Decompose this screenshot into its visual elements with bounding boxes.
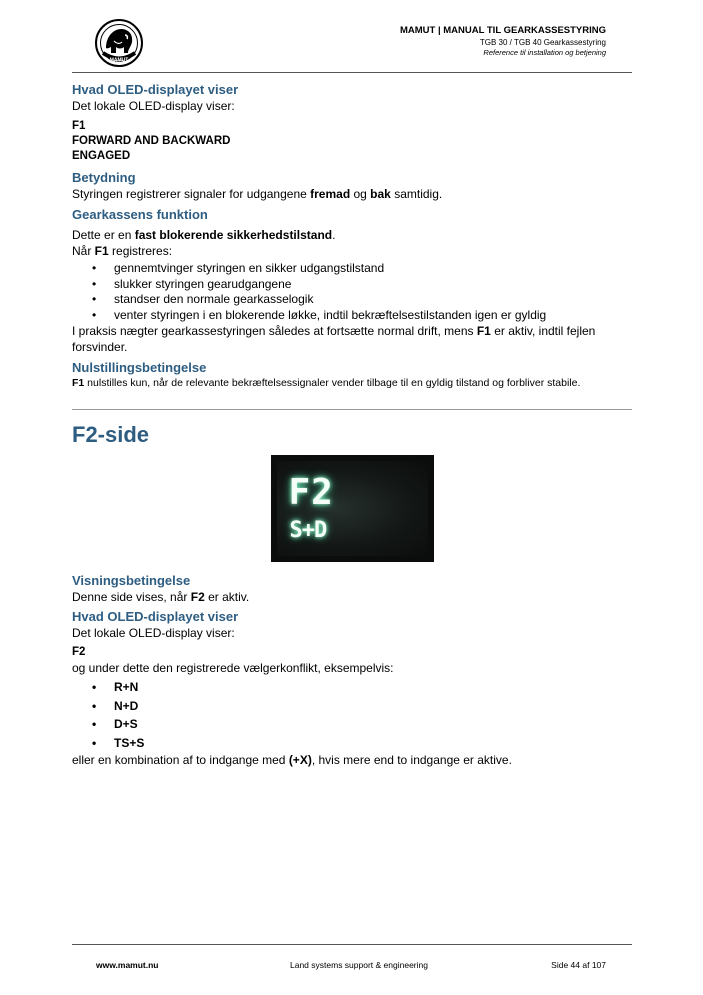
f1-function-heading: Gearkassens funktion	[72, 207, 208, 222]
page-header	[72, 18, 632, 72]
list-item: • D+S	[72, 715, 632, 734]
header-text	[400, 25, 606, 58]
footer-page-number: Side 44 af 107	[551, 960, 606, 970]
list-item: • standser den normale gearkasselogik	[72, 292, 632, 308]
oled-line-2: S+D	[289, 518, 327, 543]
f1-meaning-text: Styringen registrerer signaler for udgangene fremad og bak samtidig.	[72, 187, 443, 201]
f1-bullet-list	[72, 261, 632, 323]
f2-display-code: F2	[72, 646, 86, 658]
list-item: • N+D	[72, 697, 632, 716]
list-item: • venter styringen i en blokerende løkke, indtil bekræftelsestilstanden igen er gyldig	[72, 308, 632, 324]
section-divider	[72, 409, 632, 410]
f2-section	[72, 422, 632, 768]
f1-practice-text: I praksis nægter gearkassestyringen således at fortsætte normal drift, mens F1 er aktiv, indtil fejlen forsvinder.	[72, 324, 596, 354]
list-item: • gennemtvinger styringen en sikker udgangstilstand	[72, 261, 632, 277]
list-item: • TS+S	[72, 734, 632, 753]
header-subtitle: TGB 30 / TGB 40 Gearkassestyring	[479, 38, 606, 47]
f1-reset-heading: Nulstillingsbetingelse	[72, 360, 207, 375]
f2-combo-text: eller en kombination af to indgange med (+X), hvis mere end to indgange er aktive.	[72, 753, 512, 767]
footer-divider	[72, 944, 632, 945]
f2-visibility-heading: Visningsbetingelse	[72, 573, 191, 588]
header-reference: Reference til installation og betjening	[483, 48, 606, 57]
page-content	[72, 82, 632, 390]
oled-line-1: F2	[288, 472, 334, 513]
oled-display-photo	[271, 455, 434, 562]
f1-display-line: F1	[72, 120, 86, 132]
f1-display-line: FORWARD AND BACKWARD	[72, 135, 231, 147]
list-item: • slukker styringen gearudgangene	[72, 277, 632, 293]
f1-display-line: ENGAGED	[72, 150, 131, 162]
f2-display-intro: Det lokale OLED-display viser:	[72, 626, 235, 640]
f1-function-text: Dette er en fast blokerende sikkerhedstilstand.	[72, 228, 336, 242]
footer-tagline: Land systems support & engineering	[290, 960, 428, 970]
list-item: • R+N	[72, 678, 632, 697]
page-title: F2-side	[72, 422, 150, 447]
footer-website: www.mamut.nu	[96, 960, 159, 970]
f2-conflict-list	[72, 678, 632, 752]
f1-reset-text: F1 nulstilles kun, når de relevante bekræftelsessignaler vender tilbage til en gyldig tilstand og forbliver stabile.	[72, 377, 581, 389]
f1-when-text: Når F1 registreres:	[72, 244, 173, 258]
header-divider	[72, 72, 632, 73]
f2-conflict-text: og under dette den registrerede vælgerkonflikt, eksempelvis:	[72, 661, 394, 675]
f1-display-intro: Det lokale OLED-display viser:	[72, 99, 235, 113]
mamut-logo	[94, 18, 144, 68]
header-title: MAMUT | MANUAL TIL GEARKASSESTYRING	[399, 25, 606, 36]
f2-visibility-text: Denne side vises, når F2 er aktiv.	[72, 590, 250, 604]
f1-display-heading: Hvad OLED-displayet viser	[72, 82, 239, 97]
f2-display-heading: Hvad OLED-displayet viser	[72, 609, 239, 624]
f1-meaning-heading: Betydning	[72, 170, 136, 185]
svg-text:MAMUT: MAMUT	[109, 57, 129, 64]
